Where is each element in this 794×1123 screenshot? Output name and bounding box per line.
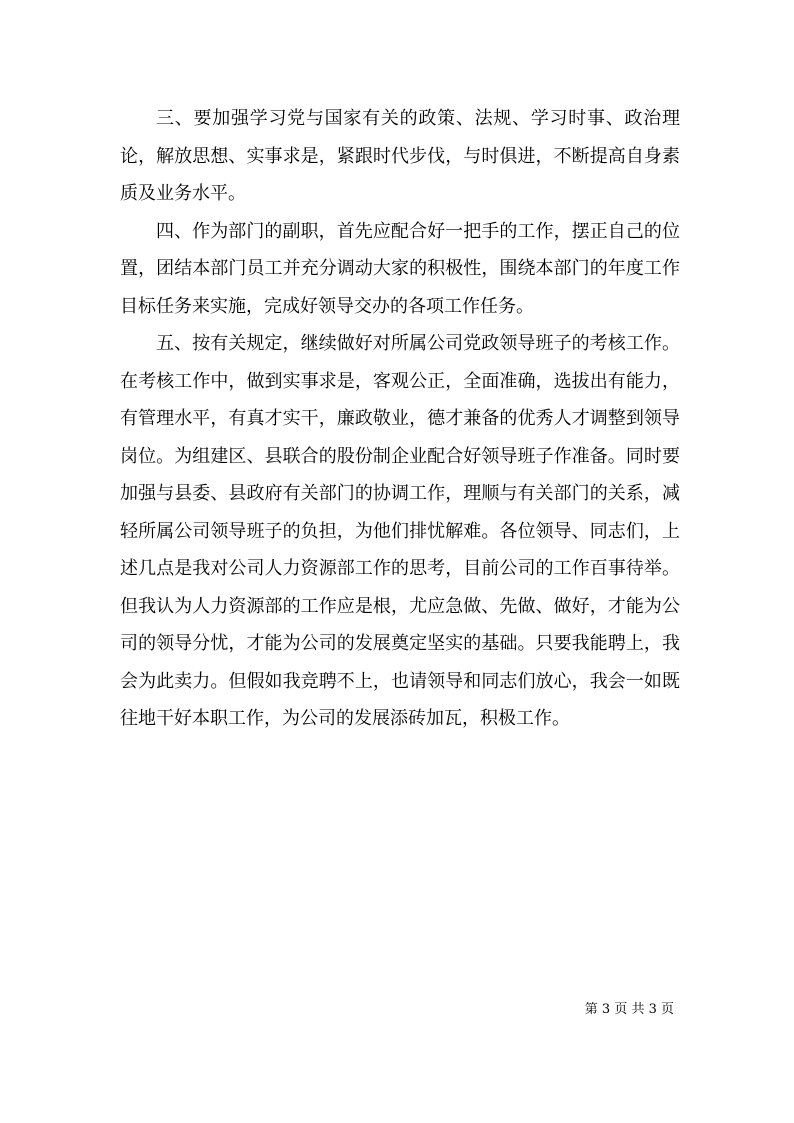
page-number-footer: 第 3 页 共 3 页 xyxy=(584,1002,674,1017)
paragraph-three: 三、要加强学习党与国家有关的政策、法规、学习时事、政治理论，解放思想、实事求是，紧跟时代步伐，与时俱进，不断提高自身素质及业务水平。 xyxy=(120,108,680,204)
document-body xyxy=(120,100,680,738)
paragraph-four: 四、作为部门的副职，首先应配合好一把手的工作，摆正自己的位置，团结本部门员工并充分调动大家的积极性，围绕本部门的年度工作目标任务来实施，完成好领导交办的各项工作任务。 xyxy=(120,220,680,317)
paragraph-five: 五、按有关规定，继续做好对所属公司党政领导班子的考核工作。在考核工作中，做到实事求是，客观公正，全面准确，选拔出有能力，有管理水平，有真才实干，廉政敬业，德才兼备的优秀人才调整到领导岗位。为组建区、县联合的股份制企业配合好领导班子作准备。同时要加强与县委、县政府有关部门的协调工作，理顺与有关部门的关系，减轻所属公司领导班子的负担，为他们排忧解难。各位领导、同志们，上述几点是我对公司人力资源部工作的思考，目前公司的工作百事待举。但我认为人力资源部的工作应是根，尤应急做、先做、做好，才能为公司的领导分忧，才能为公司的发展奠定坚实的基础。只要我能聘上，我会为此卖力。但假如我竞聘不上，也请领导和同志们放心，我会一如既往地干好本职工作，为公司的发展添砖加瓦，积极工作。 xyxy=(120,333,680,729)
